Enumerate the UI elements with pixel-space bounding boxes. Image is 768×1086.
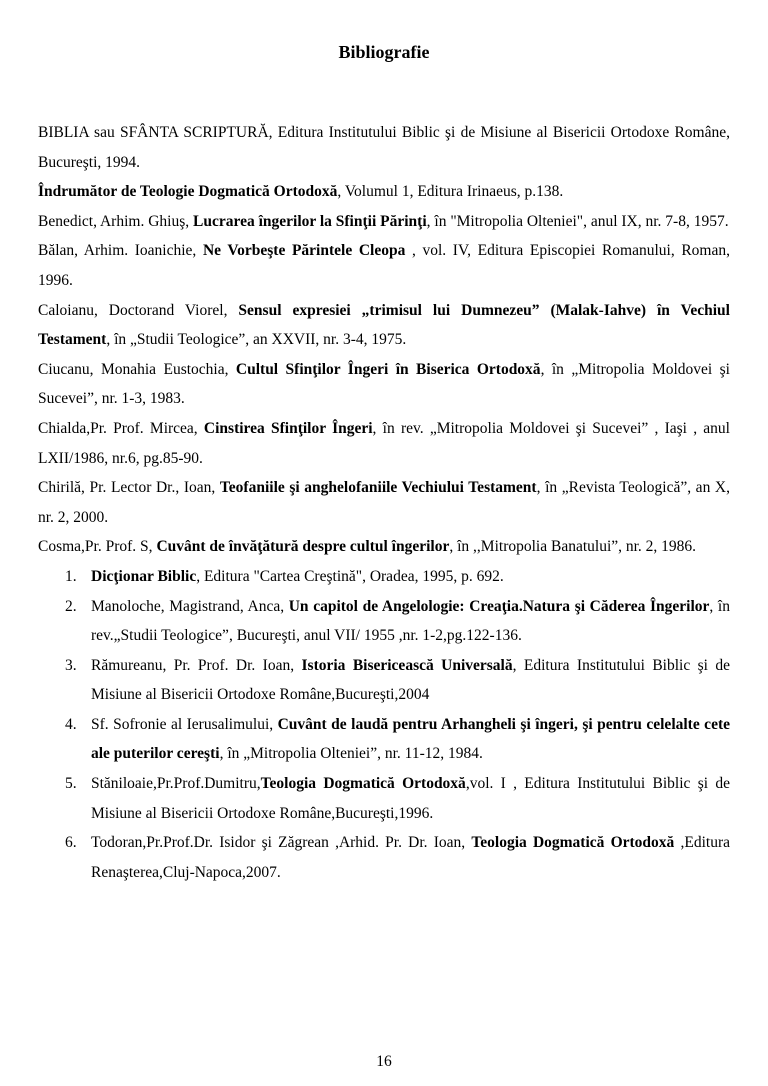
entry-author: Cosma,Pr. Prof. S, [38,538,157,556]
entry-title: Lucrarea îngerilor la Sfinţii Părinţi [193,212,427,230]
entry-details: ,vol. I , Editura Institutului Biblic şi de Misiune al Bisericii Ortodoxe Române,Bucureşti,1996. [91,775,730,822]
entry-title: Îndrumător de Teologie Dogmatică Ortodoxă [38,183,338,201]
entry-title: Teologia Dogmatică Ortodoxă [471,834,675,852]
item-number: 6. [65,834,77,852]
item-number: 1. [65,567,77,585]
numbered-bibliography-item [38,769,730,828]
bibliography-entry [38,118,730,177]
page-number: 16 [376,1053,392,1070]
entry-author: Stăniloaie,Pr.Prof.Dumitru, [91,775,261,793]
entry-details: , în „Studii Teologice”, an XXVII, nr. 3-4, 1975. [106,331,407,349]
entry-author: Caloianu, Doctorand Viorel, [38,301,239,319]
entry-title: Cuvânt de învăţătură despre cultul îngerilor [156,538,450,556]
bibliography-entry [38,473,730,532]
entry-details: , în "Mitropolia Olteniei", anul IX, nr. 7-8, 1957. [426,212,729,230]
item-number: 3. [65,656,77,674]
entry-author: Chialda,Pr. Prof. Mircea, [38,419,204,437]
entry-details: , în ,,Mitropolia Banatului”, nr. 2, 1986. [449,538,697,556]
bibliography-body [38,118,730,887]
entry-author: Sf. Sofronie al Ierusalimului, [91,715,278,733]
page-title: Bibliografie [338,42,430,62]
entry-author: BIBLIA sau SFÂNTA SCRIPTURĂ, Editura Institutului Biblic şi de Misiune al Bisericii Ortodoxe Române, Bucureşti, 1994. [38,124,730,171]
numbered-bibliography-list [38,562,730,888]
entry-author: Todoran,Pr.Prof.Dr. Isidor şi Zăgrean ,Arhid. Pr. Dr. Ioan, [91,834,472,852]
bibliography-entry [38,207,730,237]
entry-title: Teologia Dogmatică Ortodoxă [260,775,466,793]
entry-details: ,Editura Renaşterea,Cluj-Napoca,2007. [91,834,730,881]
entry-author: Ciucanu, Monahia Eustochia, [38,360,236,378]
entry-title: Un capitol de Angelologie: Creaţia.Natura şi Căderea Îngerilor [288,597,710,615]
item-number: 2. [65,597,77,615]
entry-author: Chirilă, Pr. Lector Dr., Ioan, [38,479,220,497]
entry-details: , în „Revista Teologică”, an X, nr. 2, 2000. [38,479,730,526]
entry-details: , Volumul 1, Editura Irinaeus, p.138. [337,183,564,201]
entry-author: Rămureanu, Pr. Prof. Dr. Ioan, [91,656,302,674]
entry-title: Cultul Sfinţilor Îngeri în Biserica Ortodoxă [235,360,541,378]
entry-author: Benedict, Arhim. Ghiuş, [38,212,193,230]
numbered-bibliography-item [38,710,730,769]
entry-details: , în rev.„Studii Teologice”, Bucureşti, anul VII/ 1955 ,nr. 1-2,pg.122-136. [91,597,730,645]
entry-details: , Editura "Cartea Creştină", Oradea, 1995, p. 692. [196,567,504,585]
entry-author: Manoloche, Magistrand, Anca, [91,597,289,615]
entry-title: Istoria Bisericească Universală [301,656,513,674]
bibliography-entry [38,414,730,473]
entry-details: , în „Mitropolia Olteniei”, nr. 11-12, 1984. [219,745,483,763]
entry-title: Dicţionar Biblic [91,567,197,585]
bibliography-entry [38,296,730,355]
bibliography-entries [38,118,730,562]
bibliography-entry [38,236,730,295]
entry-title: Cuvânt de laudă pentru Arhangheli şi îngeri, şi pentru celelalte cete ale puterilor cereşti [91,715,730,763]
entry-author: Bălan, Arhim. Ioanichie, [38,242,203,260]
numbered-bibliography-item [38,592,730,651]
entry-details: , vol. IV, Editura Episcopiei Romanului, Roman, 1996. [38,242,730,289]
entry-title: Ne Vorbeşte Părintele Cleopa [202,242,406,260]
numbered-bibliography-item [38,562,730,592]
item-number: 4. [65,715,77,733]
entry-title: Teofaniile şi anghelofaniile Vechiului Testament [219,479,537,497]
bibliography-entry [38,355,730,414]
bibliography-entry [38,532,730,562]
entry-details: , în rev. „Mitropolia Moldovei şi Sucevei” , Iaşi , anul LXII/1986, nr.6, pg.85-90. [38,419,730,467]
entry-details: , Editura Institutului Biblic şi de Misiune al Bisericii Ortodoxe Române,Bucureşti,2004 [91,656,731,704]
numbered-bibliography-item [38,651,730,710]
entry-details: , în „Mitropolia Moldovei şi Sucevei”, nr. 1-3, 1983. [38,360,730,408]
entry-title: Cinstirea Sfinţilor Îngeri [203,419,373,437]
numbered-bibliography-item [38,828,730,887]
bibliography-entry [38,177,730,207]
item-number: 5. [65,775,77,793]
entry-title: Sensul expresiei „trimisul lui Dumnezeu” (Malak-Iahve) în Vechiul Testament [38,301,730,349]
